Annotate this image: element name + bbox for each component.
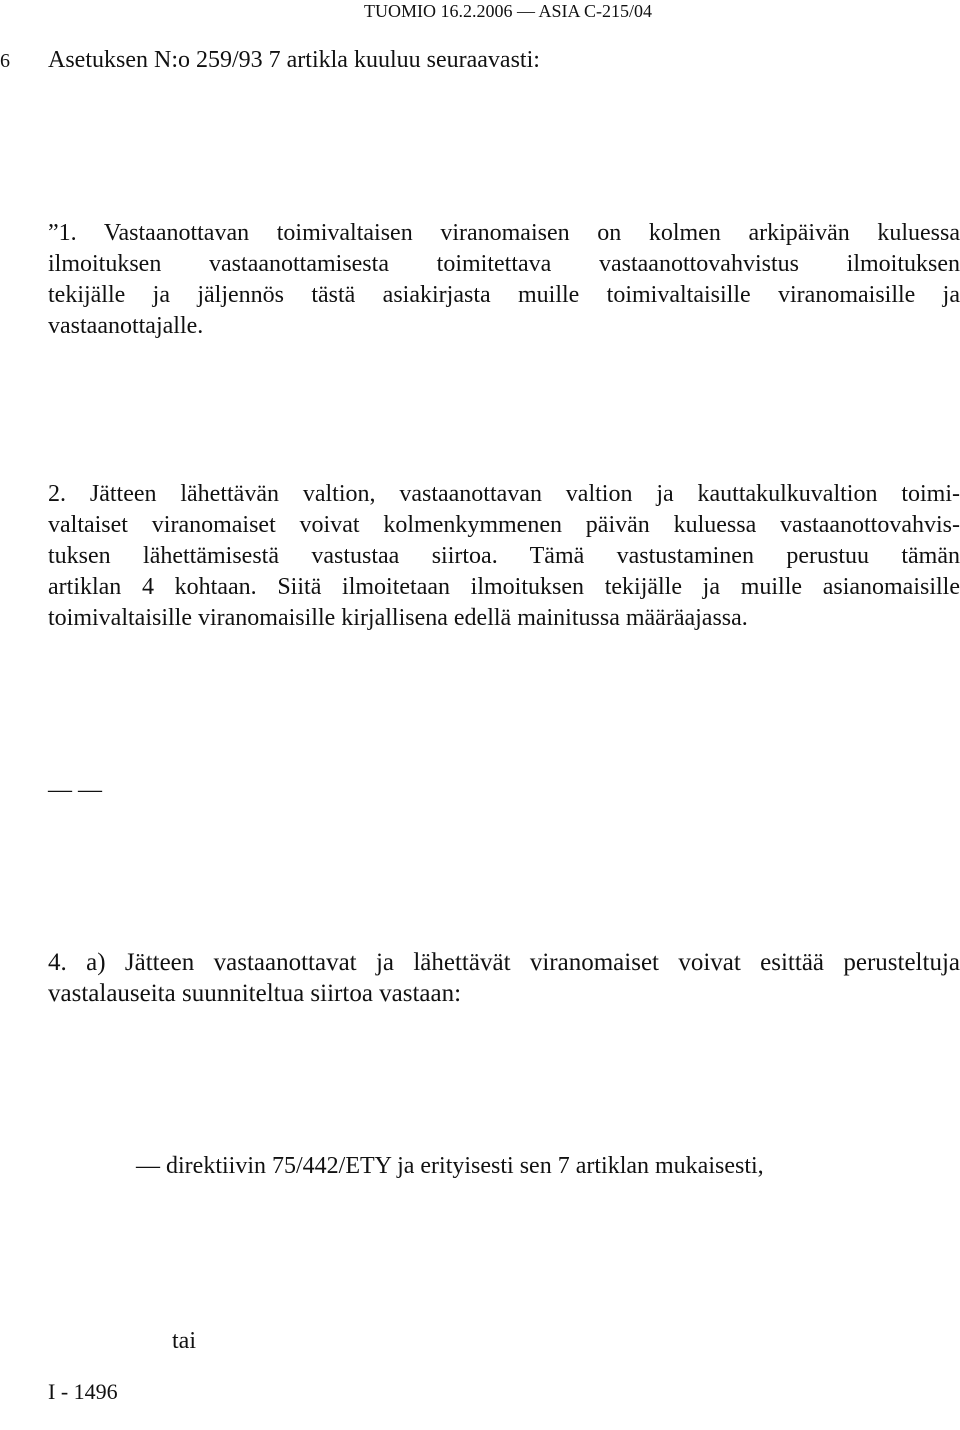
paragraph-2-line: tuksen lähettämisestä vastustaa siirtoa. Tämä vastustaminen perustuu tämän <box>48 543 960 569</box>
paragraph-1-line: ilmoituksen vastaanottamisesta toimitettava vastaanottovahvistus ilmoituksen <box>48 251 960 277</box>
running-head: TUOMIO 16.2.2006 — ASIA C-215/04 <box>364 1 653 21</box>
paragraph-2-line: 2. Jätteen lähettävän valtion, vastaanottavan valtion ja kauttakulkuvaltion toimi- <box>48 481 960 507</box>
paragraph-2 <box>48 479 960 634</box>
paragraph-1-line: tekijälle ja jäljennös tästä asiakirjasta muille toimivaltaisille viranomaisille ja <box>48 282 960 308</box>
paragraph-1 <box>48 218 960 342</box>
paragraph-2-line: artiklan 4 kohtaan. Siitä ilmoitetaan ilmoituksen tekijälle ja muille asianomaisille <box>48 574 960 600</box>
omission-mark: — — <box>48 777 102 803</box>
paragraph-4-line: 4. a) Jätteen vastaanottavat ja lähettävät viranomaiset voivat esittää perusteltuja <box>48 949 960 976</box>
footer-page-reference: I - 1496 <box>48 1379 118 1404</box>
intro-sentence: Asetuksen N:o 259/93 7 artikla kuuluu seuraavasti: <box>48 47 540 73</box>
paragraph-2-line: valtaiset viranomaiset voivat kolmenkymmenen päivän kuluessa vastaanottovahvis- <box>48 512 960 538</box>
list-item: — direktiivin 75/442/ETY ja erityisesti sen 7 artiklan mukaisesti, <box>136 1153 764 1179</box>
paragraph-4-line: vastalauseita suunniteltua siirtoa vastaan: <box>48 980 462 1007</box>
page-number: 6 <box>0 50 10 72</box>
paragraph-4 <box>48 947 960 1009</box>
paragraph-2-line: toimivaltaisille viranomaisille kirjallisena edellä mainitussa määräajassa. <box>48 605 748 631</box>
paragraph-1-line: vastaanottajalle. <box>48 313 204 339</box>
connector-word: tai <box>172 1328 196 1354</box>
paragraph-1-line: ”1. Vastaanottavan toimivaltaisen viranomaisen on kolmen arkipäivän kuluessa <box>48 220 960 246</box>
